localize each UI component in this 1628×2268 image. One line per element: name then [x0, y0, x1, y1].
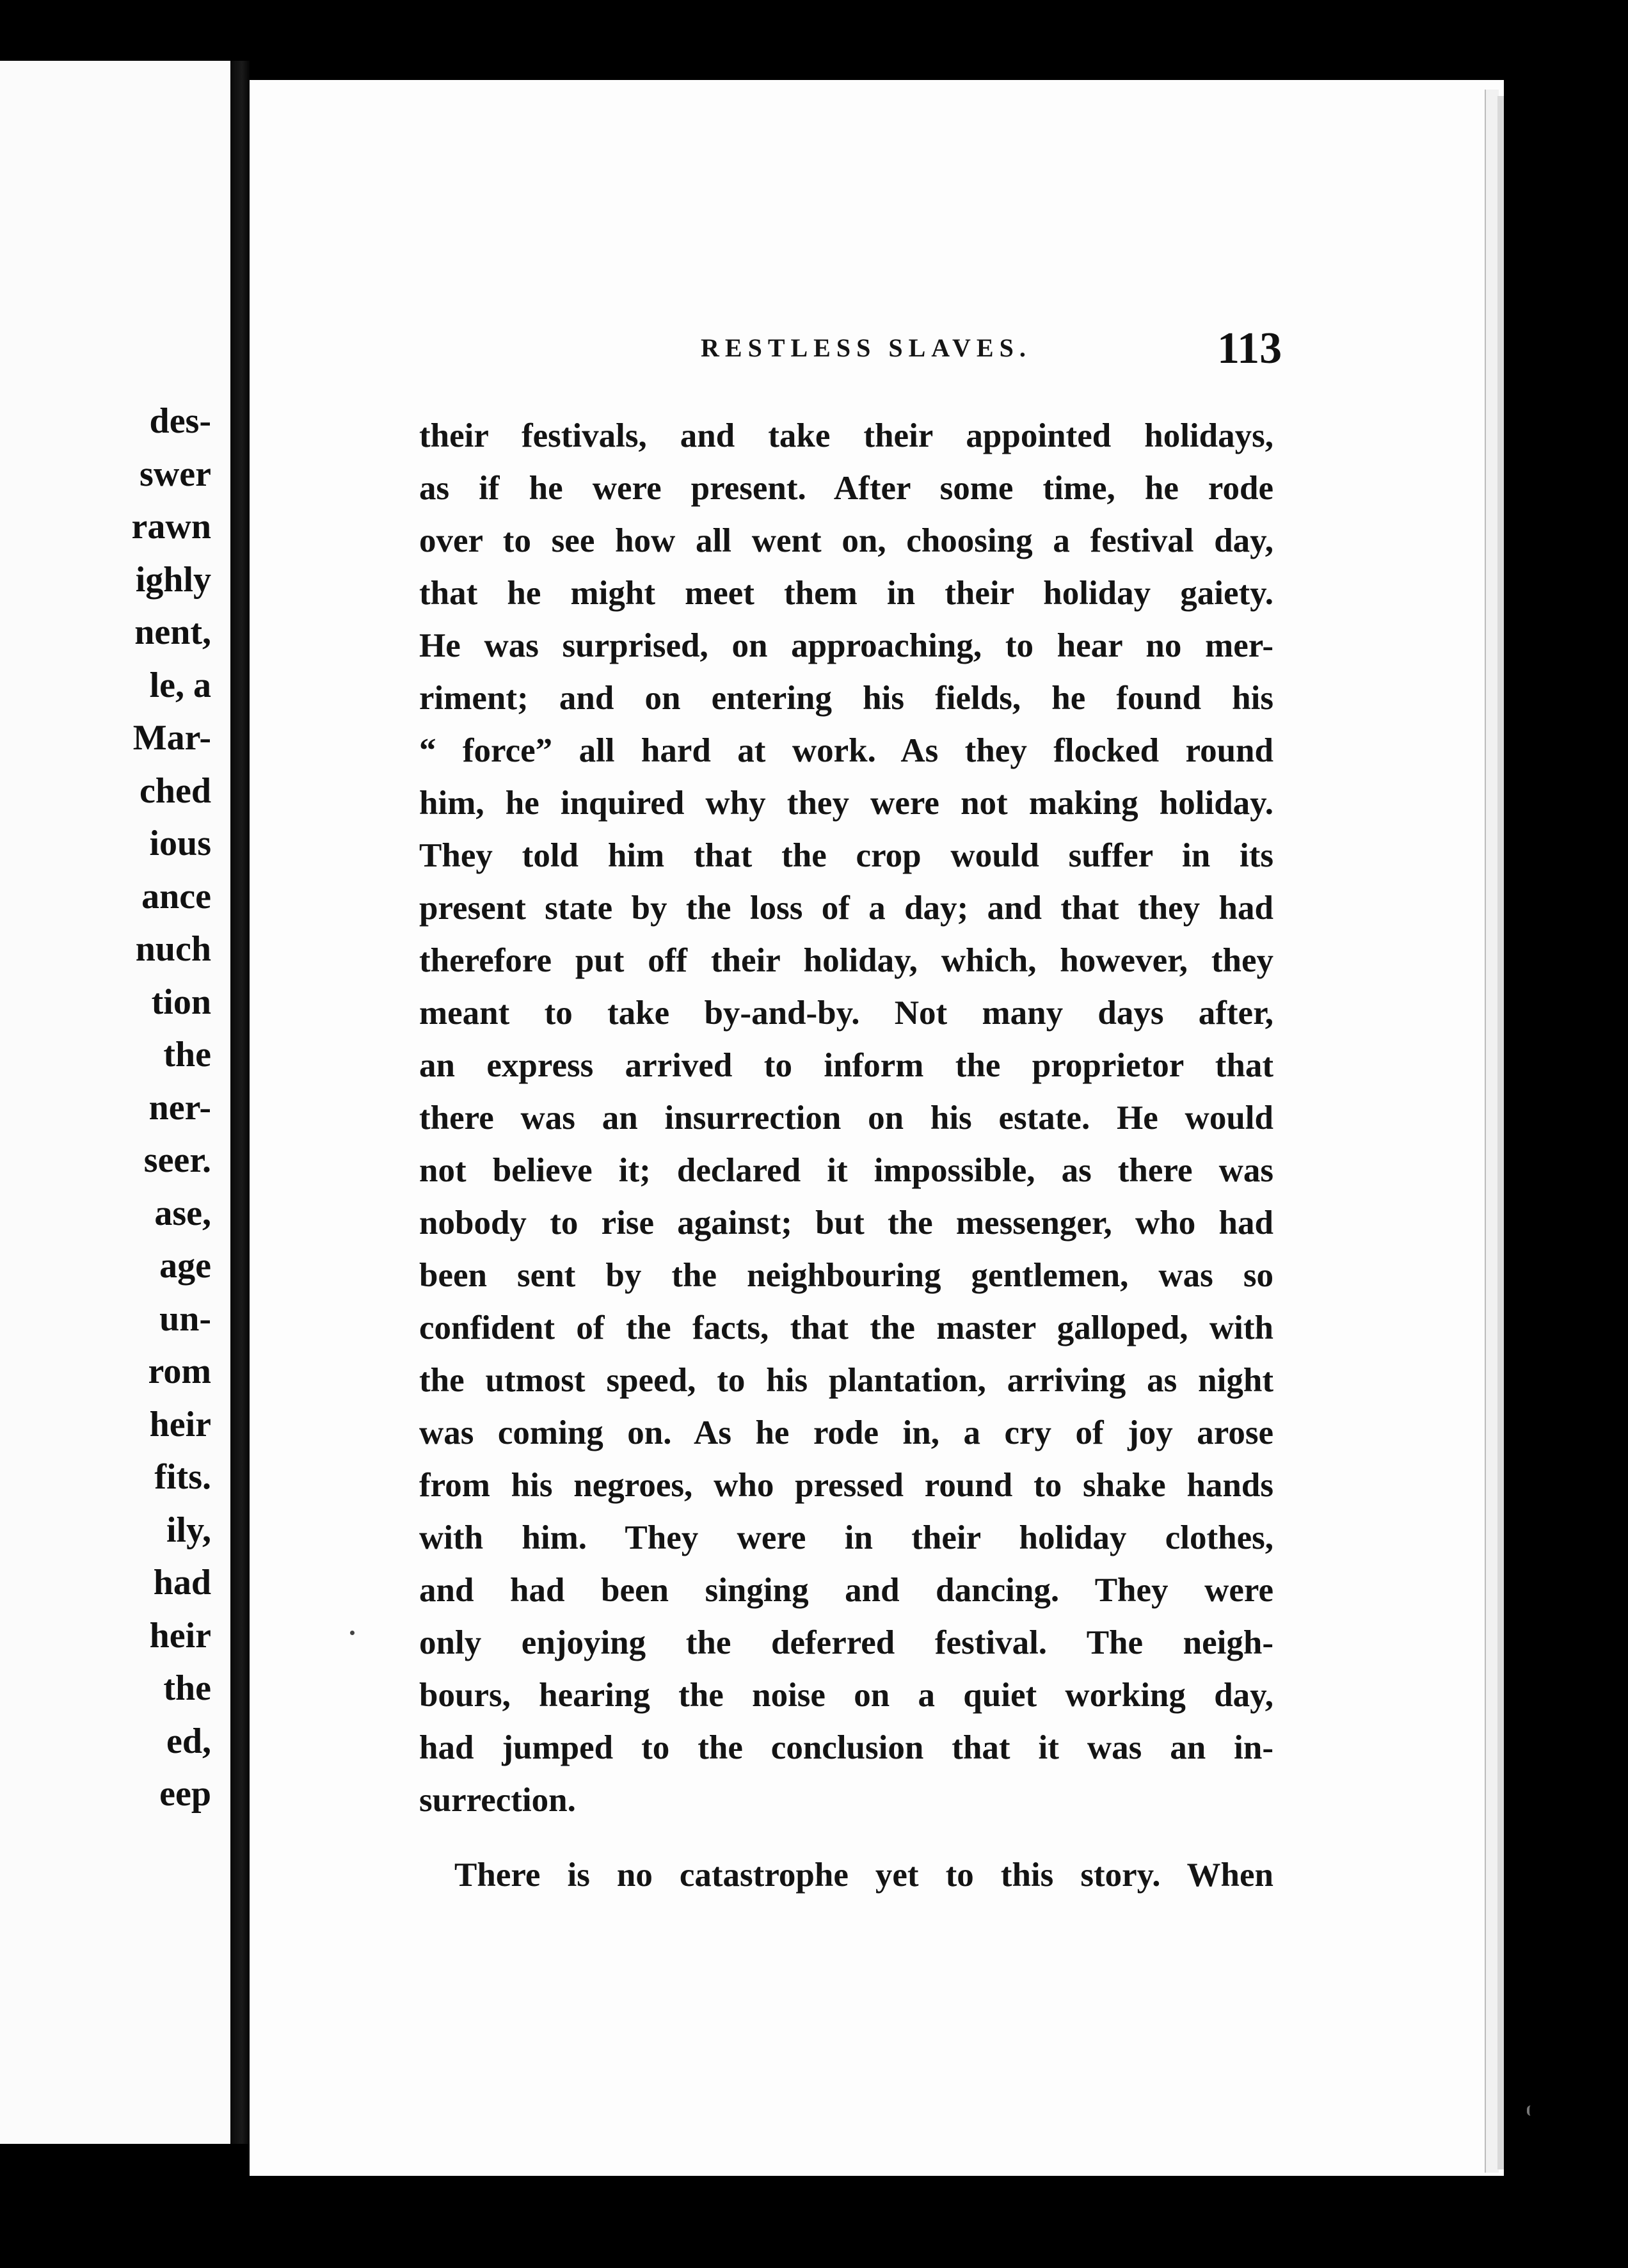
running-head: RESTLESS SLAVES.: [701, 333, 1032, 362]
page-number: 113: [1217, 324, 1282, 373]
left-page-fragment: Mar-: [132, 718, 211, 758]
left-page-fragment: ighly: [135, 559, 211, 600]
left-page: [0, 61, 230, 2144]
text-line: the utmost speed, to his plantation, arriving as night: [419, 1362, 1273, 1399]
left-page-fragment: ily,: [166, 1510, 211, 1550]
left-page-fragment: ance: [141, 876, 211, 916]
left-page-fragment: had: [153, 1563, 211, 1602]
text-line: riment; and on entering his fields, he found his: [419, 680, 1273, 717]
text-line: was coming on. As he rode in, a cry of joy arose: [419, 1414, 1273, 1451]
left-page-fragment: ase,: [154, 1193, 211, 1233]
text-line: They told him that the crop would suffer in its: [419, 837, 1273, 874]
left-page-fragment: fits.: [154, 1457, 211, 1497]
text-line: had jumped to the conclusion that it was an in-: [419, 1729, 1273, 1766]
page-edge-shadow: [1497, 96, 1504, 2169]
left-page-fragment: tion: [151, 982, 211, 1022]
text-line: therefore put off their holiday, which, however, they: [419, 942, 1273, 979]
book-gutter: [230, 61, 250, 2144]
text-line: nobody to rise against; but the messenger, who had: [419, 1204, 1273, 1242]
text-line: He was surprised, on approaching, to hear no mer-: [419, 627, 1273, 664]
text-line: confident of the facts, that the master galloped, with: [419, 1309, 1273, 1346]
left-page-fragment: ner-: [148, 1087, 211, 1128]
left-page-fragment: ed,: [166, 1721, 211, 1761]
left-page-fragment: nent,: [134, 612, 211, 652]
text-line: surrection.: [419, 1782, 576, 1819]
left-page-fragment: eep: [159, 1774, 211, 1814]
left-page-fragment: seer.: [143, 1140, 211, 1180]
left-page-fragment: swer: [140, 454, 211, 494]
left-page-fragment: the: [163, 1035, 211, 1074]
left-page-fragment: des-: [149, 401, 211, 441]
text-line: “ force” all hard at work. As they flocked round: [419, 732, 1273, 769]
left-page-fragment: rom: [148, 1352, 211, 1391]
text-line: over to see how all went on, choosing a festival day,: [419, 522, 1273, 559]
left-page-fragment: ched: [140, 771, 211, 811]
text-line: present state by the loss of a day; and that they had: [419, 890, 1273, 927]
text-line: bours, hearing the noise on a quiet working day,: [419, 1677, 1273, 1714]
text-line: an express arrived to inform the proprietor that: [419, 1047, 1273, 1084]
text-line: from his negroes, who pressed round to shake hands: [419, 1467, 1273, 1504]
text-line: as if he were present. After some time, he rode: [419, 470, 1273, 507]
text-line: with him. They were in their holiday clothes,: [419, 1519, 1273, 1556]
text-line: him, he inquired why they were not making holiday.: [419, 785, 1273, 822]
ink-speck: [350, 1631, 355, 1635]
text-line: and had been singing and dancing. They were: [419, 1572, 1273, 1609]
left-page-fragment: un-: [159, 1298, 211, 1339]
text-line: not believe it; declared it impossible, as there was: [419, 1152, 1273, 1189]
left-page-fragment: rawn: [131, 507, 211, 547]
left-page-fragment: age: [159, 1246, 211, 1286]
text-line: been sent by the neighbouring gentlemen, was so: [419, 1257, 1273, 1294]
text-line: meant to take by-and-by. Not many days after,: [419, 994, 1273, 1032]
left-page-fragment: heir: [149, 1615, 211, 1656]
left-page-fragment: le, a: [149, 665, 211, 705]
page-edge: [1485, 90, 1499, 2173]
text-line: only enjoying the deferred festival. The neigh-: [419, 1624, 1273, 1661]
ink-mark: [1527, 2105, 1536, 2116]
left-page-fragment: ious: [149, 824, 211, 863]
left-page-fragment: heir: [149, 1404, 211, 1444]
text-line: There is no catastrophe yet to this story. When: [454, 1857, 1273, 1894]
text-line: their festivals, and take their appointed holidays,: [419, 417, 1273, 454]
left-page-fragment: the: [163, 1668, 211, 1708]
text-line: that he might meet them in their holiday gaiety.: [419, 575, 1273, 612]
paragraph-gap: [419, 1826, 1273, 1849]
text-line: there was an insurrection on his estate. He would: [419, 1099, 1273, 1137]
body-text: [419, 410, 1273, 1901]
left-page-fragment: nuch: [135, 929, 211, 969]
